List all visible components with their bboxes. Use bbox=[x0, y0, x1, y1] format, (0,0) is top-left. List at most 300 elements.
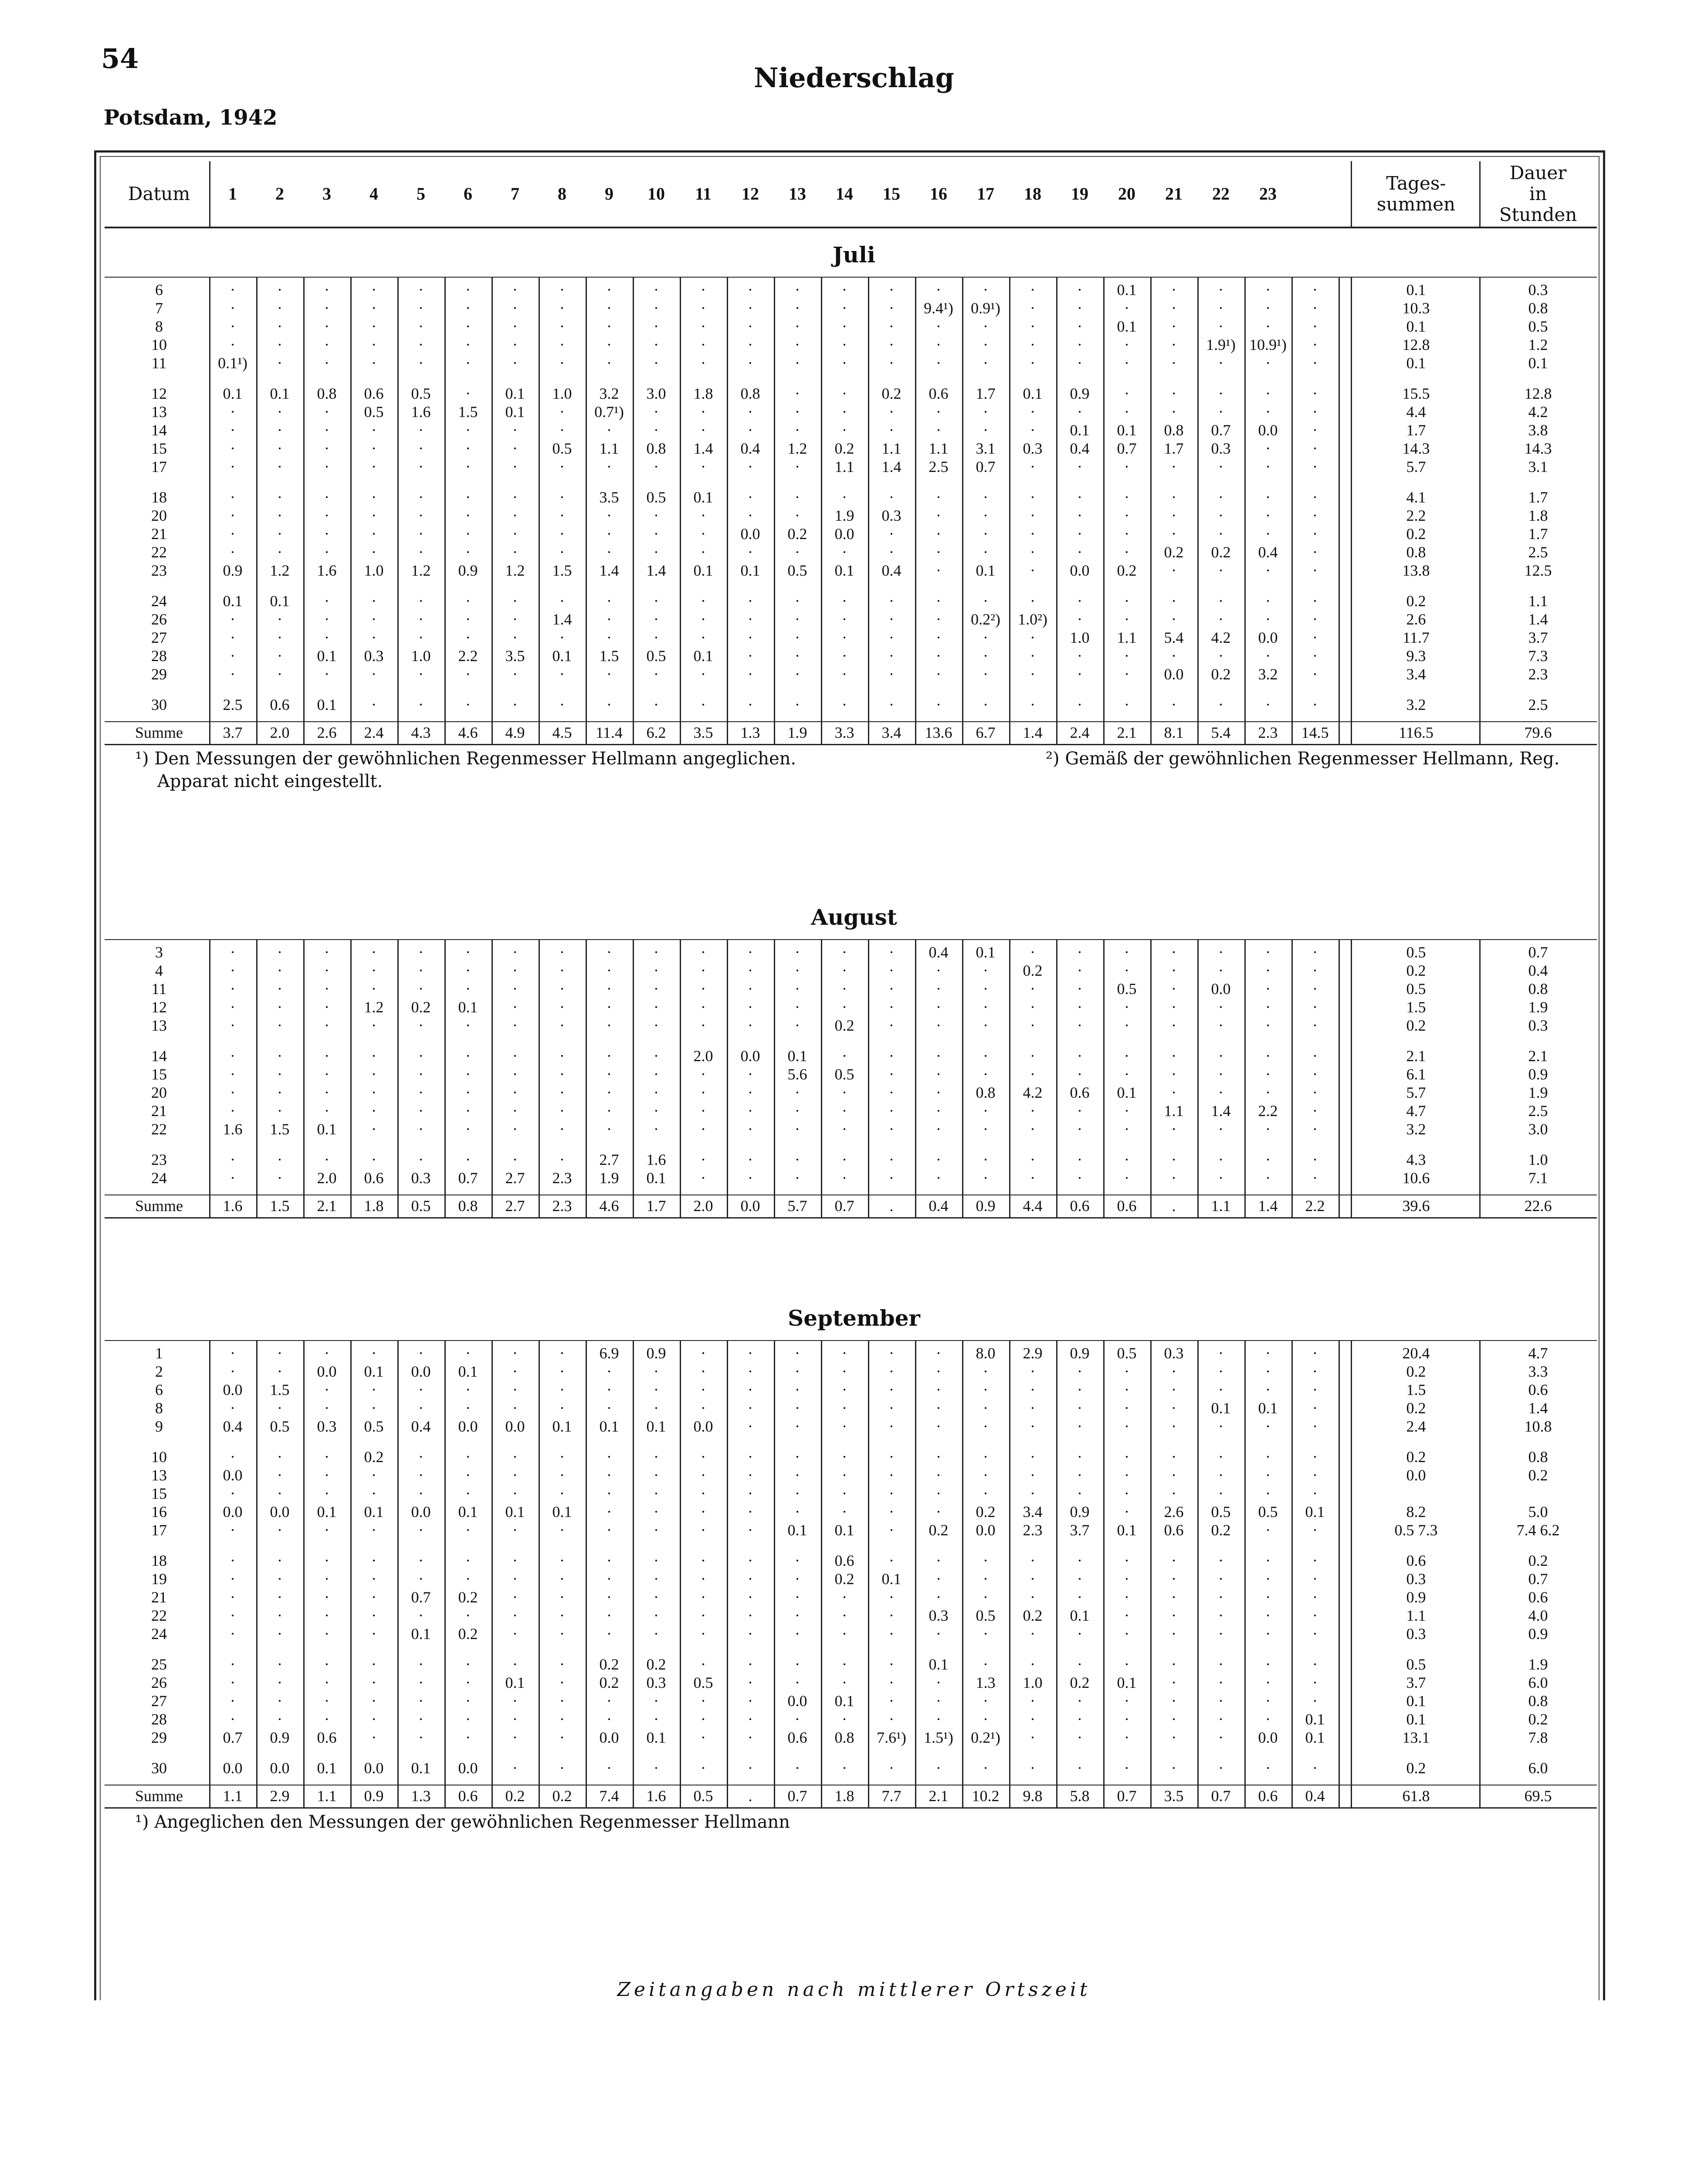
header-hour: 21 bbox=[1165, 184, 1183, 204]
hour-value: · bbox=[1265, 507, 1271, 524]
hour-value: · bbox=[795, 1607, 800, 1624]
duration-hours: 4.2 bbox=[1528, 403, 1548, 421]
duration-hours: 7.1 bbox=[1528, 1169, 1548, 1187]
hour-value: · bbox=[1171, 403, 1176, 421]
hour-value: 0.1 bbox=[1117, 1674, 1137, 1691]
hour-value: 0.1 bbox=[693, 562, 713, 579]
hour-value: · bbox=[277, 1485, 282, 1502]
hour-value: · bbox=[842, 1588, 847, 1606]
hour-value: · bbox=[559, 1017, 565, 1034]
hour-value: · bbox=[418, 281, 424, 299]
hour-value: · bbox=[324, 421, 329, 439]
hour-value: · bbox=[512, 1607, 518, 1624]
hour-value: · bbox=[230, 440, 235, 457]
hour-value: · bbox=[465, 1607, 471, 1624]
hour-value: · bbox=[1312, 1570, 1318, 1588]
summe-value: 11.4 bbox=[596, 724, 623, 741]
hour-value: · bbox=[889, 665, 894, 683]
daily-total: 0.1 bbox=[1406, 354, 1426, 372]
hour-value: 0.1 bbox=[740, 562, 760, 579]
hour-value: 0.2²) bbox=[971, 611, 1000, 628]
hour-value: 0.2 bbox=[364, 1448, 384, 1466]
hour-value: · bbox=[1312, 1485, 1318, 1502]
hour-value: · bbox=[889, 1466, 894, 1484]
hour-value: · bbox=[607, 1066, 612, 1083]
summe-value: 2.0 bbox=[270, 724, 290, 741]
hour-value: 0.5 bbox=[834, 1066, 854, 1083]
hour-value: · bbox=[983, 1399, 988, 1417]
hour-value: · bbox=[1265, 980, 1271, 998]
column-rule bbox=[1479, 939, 1481, 1217]
hour-value: · bbox=[654, 318, 659, 335]
hour-value: · bbox=[795, 1625, 800, 1643]
hour-value: · bbox=[418, 1692, 424, 1710]
hour-value: · bbox=[1030, 281, 1035, 299]
hour-value: · bbox=[1218, 1711, 1223, 1728]
column-rule bbox=[680, 277, 681, 744]
hour-value: · bbox=[559, 1570, 565, 1588]
hour-value: · bbox=[1124, 1399, 1129, 1417]
hour-value: · bbox=[324, 525, 329, 543]
hour-value: · bbox=[512, 1120, 518, 1138]
daily-total: 11.7 bbox=[1403, 629, 1430, 646]
hour-value: 1.4 bbox=[881, 458, 901, 475]
row-date: 26 bbox=[151, 1674, 167, 1691]
column-rule bbox=[350, 939, 352, 1217]
hour-value: · bbox=[889, 354, 894, 372]
station-year: Potsdam, 1942 bbox=[104, 105, 278, 130]
hour-value: · bbox=[512, 1381, 518, 1398]
hour-value: · bbox=[701, 1399, 706, 1417]
hour-value: · bbox=[1218, 1418, 1223, 1435]
hour-value: · bbox=[1124, 944, 1129, 961]
footnote-left: ¹) Den Messungen der gewöhnlichen Regenmesser Hellmann angeglichen. Apparat nicht eingestellt. bbox=[135, 749, 796, 791]
hour-value: · bbox=[324, 1381, 329, 1398]
hour-value: · bbox=[748, 336, 753, 353]
daily-total: 20.4 bbox=[1402, 1344, 1430, 1362]
duration-hours: 7.8 bbox=[1528, 1729, 1548, 1746]
hour-value: 0.1¹) bbox=[218, 354, 247, 372]
hour-value: · bbox=[1077, 1485, 1082, 1502]
hour-value: 0.1 bbox=[881, 1570, 901, 1588]
hour-value: · bbox=[1265, 354, 1271, 372]
hour-value: · bbox=[512, 543, 518, 561]
hour-value: 0.1 bbox=[976, 944, 996, 961]
hour-value: · bbox=[607, 592, 612, 610]
hour-value: 0.7 bbox=[411, 1588, 431, 1606]
hour-value: · bbox=[324, 1588, 329, 1606]
summe-value: 1.7 bbox=[646, 1197, 666, 1215]
hour-value: · bbox=[418, 962, 424, 979]
hour-value: · bbox=[1124, 1503, 1129, 1521]
hour-value: · bbox=[418, 696, 424, 713]
hour-value: 0.9¹) bbox=[971, 299, 1000, 317]
hour-value: · bbox=[1312, 354, 1318, 372]
hour-value: · bbox=[1124, 1102, 1129, 1120]
hour-value: · bbox=[1124, 1363, 1129, 1380]
hour-value: · bbox=[1218, 611, 1223, 628]
daily-total: 3.2 bbox=[1406, 1120, 1426, 1138]
hour-value: · bbox=[701, 1552, 706, 1569]
hour-value: · bbox=[1030, 1466, 1035, 1484]
hour-value: · bbox=[654, 543, 659, 561]
hour-value: · bbox=[1171, 1711, 1176, 1728]
hour-value: · bbox=[983, 962, 988, 979]
hour-value: · bbox=[701, 1120, 706, 1138]
hour-value: 0.1 bbox=[552, 647, 572, 665]
hour-value: · bbox=[701, 1759, 706, 1777]
hour-value: · bbox=[795, 1363, 800, 1380]
hour-value: · bbox=[936, 1466, 941, 1484]
hour-value: · bbox=[795, 696, 800, 713]
hour-value: · bbox=[795, 1344, 800, 1362]
hour-value: · bbox=[748, 629, 753, 646]
summe-value: 2.1 bbox=[929, 1787, 949, 1805]
hour-value: · bbox=[371, 1381, 376, 1398]
hour-value: · bbox=[1265, 1169, 1271, 1187]
hour-value: · bbox=[465, 1066, 471, 1083]
hour-value: · bbox=[607, 1588, 612, 1606]
hour-value: 0.9 bbox=[223, 562, 243, 579]
hour-value: · bbox=[512, 299, 518, 317]
summe-value: 4.9 bbox=[505, 724, 525, 741]
daily-total: 0.1 bbox=[1406, 318, 1426, 335]
page-title: Niederschlag bbox=[754, 62, 954, 94]
summe-value: 3.5 bbox=[693, 724, 713, 741]
hour-value: · bbox=[936, 980, 941, 998]
duration-hours: 1.7 bbox=[1528, 525, 1548, 543]
column-rule bbox=[821, 939, 822, 1217]
hour-value: · bbox=[1312, 1588, 1318, 1606]
hour-value: · bbox=[465, 1692, 471, 1710]
hour-value: · bbox=[324, 1711, 329, 1728]
hour-value: · bbox=[701, 1625, 706, 1643]
header-rule bbox=[209, 161, 210, 227]
hour-value: · bbox=[1171, 562, 1176, 579]
hour-value: 0.0 bbox=[505, 1418, 525, 1435]
hour-value: · bbox=[1218, 962, 1223, 979]
hour-value: 0.1 bbox=[693, 647, 713, 665]
hour-value: · bbox=[1265, 1344, 1271, 1362]
hour-value: · bbox=[889, 611, 894, 628]
hour-value: · bbox=[654, 507, 659, 524]
hour-value: · bbox=[701, 611, 706, 628]
column-rule bbox=[1150, 277, 1152, 744]
hour-value: · bbox=[1265, 944, 1271, 961]
hour-value: 0.0 bbox=[223, 1503, 243, 1521]
hour-value: · bbox=[1124, 1625, 1129, 1643]
hour-value: · bbox=[1218, 1169, 1223, 1187]
daily-total: 4.4 bbox=[1406, 403, 1426, 421]
hour-value: · bbox=[512, 421, 518, 439]
hour-value: · bbox=[842, 299, 847, 317]
summe-value: 0.7 bbox=[787, 1787, 807, 1805]
column-rule bbox=[1150, 1340, 1152, 1807]
hour-value: · bbox=[1171, 458, 1176, 475]
hour-value: · bbox=[371, 354, 376, 372]
hour-value: 8.0 bbox=[976, 1344, 996, 1362]
hour-value: 0.0 bbox=[740, 525, 760, 543]
hour-value: · bbox=[748, 318, 753, 335]
daily-total: 9.3 bbox=[1406, 647, 1426, 665]
hour-value: · bbox=[983, 1102, 988, 1120]
summe-value: 2.4 bbox=[1070, 724, 1090, 741]
hour-value: · bbox=[1265, 525, 1271, 543]
hour-value: · bbox=[1312, 592, 1318, 610]
hour-value: · bbox=[277, 421, 282, 439]
row-date: 30 bbox=[151, 1759, 167, 1777]
hour-value: · bbox=[1077, 1711, 1082, 1728]
hour-value: · bbox=[465, 980, 471, 998]
header-hour: 11 bbox=[695, 184, 712, 204]
hour-value: · bbox=[607, 1047, 612, 1065]
hour-value: · bbox=[559, 489, 565, 506]
hour-value: · bbox=[371, 1084, 376, 1101]
hour-value: · bbox=[936, 1151, 941, 1168]
hour-value: · bbox=[1171, 611, 1176, 628]
hour-value: · bbox=[1312, 980, 1318, 998]
hour-value: · bbox=[230, 1625, 235, 1643]
hour-value: · bbox=[1077, 543, 1082, 561]
row-date: 16 bbox=[151, 1503, 167, 1521]
hour-value: · bbox=[607, 1363, 612, 1380]
month-title: Juli bbox=[833, 242, 875, 268]
hour-value: · bbox=[842, 1344, 847, 1362]
summe-value: 0.2 bbox=[505, 1787, 525, 1805]
hour-value: · bbox=[1124, 1169, 1129, 1187]
hour-value: · bbox=[418, 1399, 424, 1417]
hour-value: · bbox=[230, 1448, 235, 1466]
hour-value: · bbox=[512, 1344, 518, 1362]
hour-value: · bbox=[1124, 665, 1129, 683]
hour-value: · bbox=[1030, 318, 1035, 335]
duration-hours: 0.7 bbox=[1528, 944, 1548, 961]
hour-value: · bbox=[701, 318, 706, 335]
hour-value: · bbox=[371, 1711, 376, 1728]
hour-value: · bbox=[889, 696, 894, 713]
hour-value: · bbox=[1171, 962, 1176, 979]
row-date: 29 bbox=[151, 1729, 167, 1746]
duration-hours: 14.3 bbox=[1524, 440, 1552, 457]
hour-value: · bbox=[607, 1084, 612, 1101]
hour-value: · bbox=[1312, 611, 1318, 628]
hour-value: · bbox=[1124, 1151, 1129, 1168]
hour-value: · bbox=[1124, 1047, 1129, 1065]
hour-value: · bbox=[465, 1466, 471, 1484]
hour-value: · bbox=[607, 944, 612, 961]
hour-value: · bbox=[1312, 629, 1318, 646]
hour-value: · bbox=[1124, 696, 1129, 713]
hour-value: · bbox=[1124, 543, 1129, 561]
hour-value: · bbox=[701, 1588, 706, 1606]
daily-total: 0.2 bbox=[1406, 962, 1426, 979]
column-rule bbox=[821, 277, 822, 744]
hour-value: · bbox=[1312, 998, 1318, 1016]
hour-value: · bbox=[795, 1017, 800, 1034]
hour-value: · bbox=[1265, 403, 1271, 421]
hour-value: · bbox=[1030, 1711, 1035, 1728]
hour-value: · bbox=[512, 629, 518, 646]
header-hour: 22 bbox=[1212, 184, 1230, 204]
hour-value: · bbox=[748, 1169, 753, 1187]
daily-total: 2.2 bbox=[1406, 507, 1426, 524]
hour-value: · bbox=[1124, 1588, 1129, 1606]
hour-value: · bbox=[936, 1344, 941, 1362]
hour-value: · bbox=[936, 1503, 941, 1521]
hour-value: 0.1 bbox=[976, 562, 996, 579]
hour-value: 0.2 bbox=[976, 1503, 996, 1521]
hour-value: 0.0 bbox=[599, 1729, 619, 1746]
hour-value: 9.4¹) bbox=[924, 299, 953, 317]
duration-hours: 12.5 bbox=[1524, 562, 1552, 579]
row-date: 10 bbox=[151, 336, 167, 353]
hour-value: · bbox=[1030, 696, 1035, 713]
hour-value: · bbox=[654, 421, 659, 439]
hour-value: · bbox=[654, 998, 659, 1016]
hour-value: · bbox=[1077, 299, 1082, 317]
hour-value: · bbox=[465, 1399, 471, 1417]
daily-total: 5.7 bbox=[1406, 458, 1426, 475]
hour-value: · bbox=[277, 1151, 282, 1168]
hour-value: · bbox=[1171, 980, 1176, 998]
hour-value: · bbox=[559, 1692, 565, 1710]
hour-value: 0.1 bbox=[411, 1759, 431, 1777]
hour-value: · bbox=[324, 1448, 329, 1466]
hour-value: 0.1 bbox=[364, 1363, 384, 1380]
duration-hours: 0.9 bbox=[1528, 1066, 1548, 1083]
row-date: 27 bbox=[151, 1692, 167, 1710]
hour-value: · bbox=[701, 665, 706, 683]
hour-value: · bbox=[654, 1552, 659, 1569]
hour-value: 0.5 bbox=[1117, 1344, 1137, 1362]
summe-value: 0.8 bbox=[458, 1197, 478, 1215]
hour-value: · bbox=[1218, 1151, 1223, 1168]
hour-value: · bbox=[324, 629, 329, 646]
hour-value: · bbox=[748, 1363, 753, 1380]
hour-value: · bbox=[371, 1588, 376, 1606]
hour-value: · bbox=[371, 1674, 376, 1691]
hour-value: · bbox=[418, 1151, 424, 1168]
hour-value: · bbox=[1265, 1485, 1271, 1502]
hour-value: 2.2 bbox=[1258, 1102, 1278, 1120]
hour-value: · bbox=[512, 1363, 518, 1380]
hour-value: · bbox=[1265, 1381, 1271, 1398]
hour-value: · bbox=[1077, 1552, 1082, 1569]
hour-value: · bbox=[465, 458, 471, 475]
hour-value: · bbox=[842, 1485, 847, 1502]
row-date: 2 bbox=[155, 1363, 163, 1380]
hour-value: · bbox=[983, 1625, 988, 1643]
hour-value: · bbox=[512, 696, 518, 713]
column-rule bbox=[1351, 1340, 1352, 1807]
hour-value: · bbox=[512, 336, 518, 353]
summe-value: 1.1 bbox=[223, 1787, 243, 1805]
hour-value: · bbox=[1030, 1399, 1035, 1417]
hour-value: 0.4 bbox=[1070, 440, 1090, 457]
summe-total: 116.5 bbox=[1399, 724, 1434, 741]
hour-value: · bbox=[418, 489, 424, 506]
hour-value: · bbox=[936, 1120, 941, 1138]
hour-value: · bbox=[512, 980, 518, 998]
hour-value: · bbox=[512, 1711, 518, 1728]
hour-value: · bbox=[418, 525, 424, 543]
hour-value: · bbox=[748, 1485, 753, 1502]
column-rule bbox=[727, 1340, 728, 1807]
hour-value: · bbox=[842, 1656, 847, 1673]
hour-value: · bbox=[1030, 336, 1035, 353]
column-rule bbox=[1291, 939, 1293, 1217]
hour-value: · bbox=[559, 1102, 565, 1120]
hour-value: · bbox=[277, 1017, 282, 1034]
hour-value: · bbox=[512, 354, 518, 372]
hour-value: · bbox=[512, 1656, 518, 1673]
hour-value: · bbox=[936, 354, 941, 372]
hour-value: · bbox=[936, 1381, 941, 1398]
hour-value: · bbox=[701, 421, 706, 439]
hour-value: · bbox=[418, 1102, 424, 1120]
hour-value: · bbox=[230, 1674, 235, 1691]
hour-value: · bbox=[983, 592, 988, 610]
row-date: 24 bbox=[151, 1625, 167, 1643]
hour-value: · bbox=[654, 1399, 659, 1417]
column-rule bbox=[915, 277, 916, 744]
hour-value: · bbox=[748, 458, 753, 475]
hour-value: · bbox=[654, 525, 659, 543]
hour-value: · bbox=[1218, 944, 1223, 961]
hour-value: · bbox=[277, 1344, 282, 1362]
hour-value: · bbox=[795, 1448, 800, 1466]
hour-value: · bbox=[418, 944, 424, 961]
hour-value: · bbox=[465, 1102, 471, 1120]
hour-value: · bbox=[324, 336, 329, 353]
hour-value: 1.0 bbox=[552, 385, 572, 402]
hour-value: · bbox=[230, 336, 235, 353]
header-hour: 7 bbox=[511, 184, 519, 204]
hour-value: 0.1 bbox=[646, 1729, 666, 1746]
hour-value: · bbox=[559, 1729, 565, 1746]
hour-value: · bbox=[795, 962, 800, 979]
hour-value: · bbox=[983, 1656, 988, 1673]
hour-value: · bbox=[889, 543, 894, 561]
hour-value: 0.1 bbox=[458, 998, 478, 1016]
hour-value: · bbox=[607, 1552, 612, 1569]
hour-value: 0.7¹) bbox=[594, 403, 624, 421]
daily-total: 0.1 bbox=[1406, 281, 1426, 299]
hour-value: · bbox=[559, 403, 565, 421]
hour-value: · bbox=[1030, 1169, 1035, 1187]
hour-value: · bbox=[936, 1084, 941, 1101]
hour-value: · bbox=[324, 1521, 329, 1539]
row-date: 24 bbox=[151, 1169, 167, 1187]
hour-value: · bbox=[1124, 525, 1129, 543]
hour-value: · bbox=[559, 1448, 565, 1466]
hour-value: · bbox=[983, 980, 988, 998]
column-rule bbox=[1244, 1340, 1246, 1807]
hour-value: 2.0 bbox=[693, 1047, 713, 1065]
hour-value: · bbox=[607, 525, 612, 543]
summe-value: 2.9 bbox=[270, 1787, 290, 1805]
hour-value: · bbox=[889, 1521, 894, 1539]
hour-value: · bbox=[1171, 1588, 1176, 1606]
hour-value: · bbox=[1077, 1759, 1082, 1777]
summe-value: . bbox=[889, 1197, 894, 1215]
hour-value: · bbox=[1312, 299, 1318, 317]
hour-value: · bbox=[1218, 1570, 1223, 1588]
hour-value: · bbox=[277, 1448, 282, 1466]
hour-value: · bbox=[889, 1066, 894, 1083]
header-hour: 18 bbox=[1024, 184, 1041, 204]
hour-value: 2.3 bbox=[1023, 1521, 1043, 1539]
